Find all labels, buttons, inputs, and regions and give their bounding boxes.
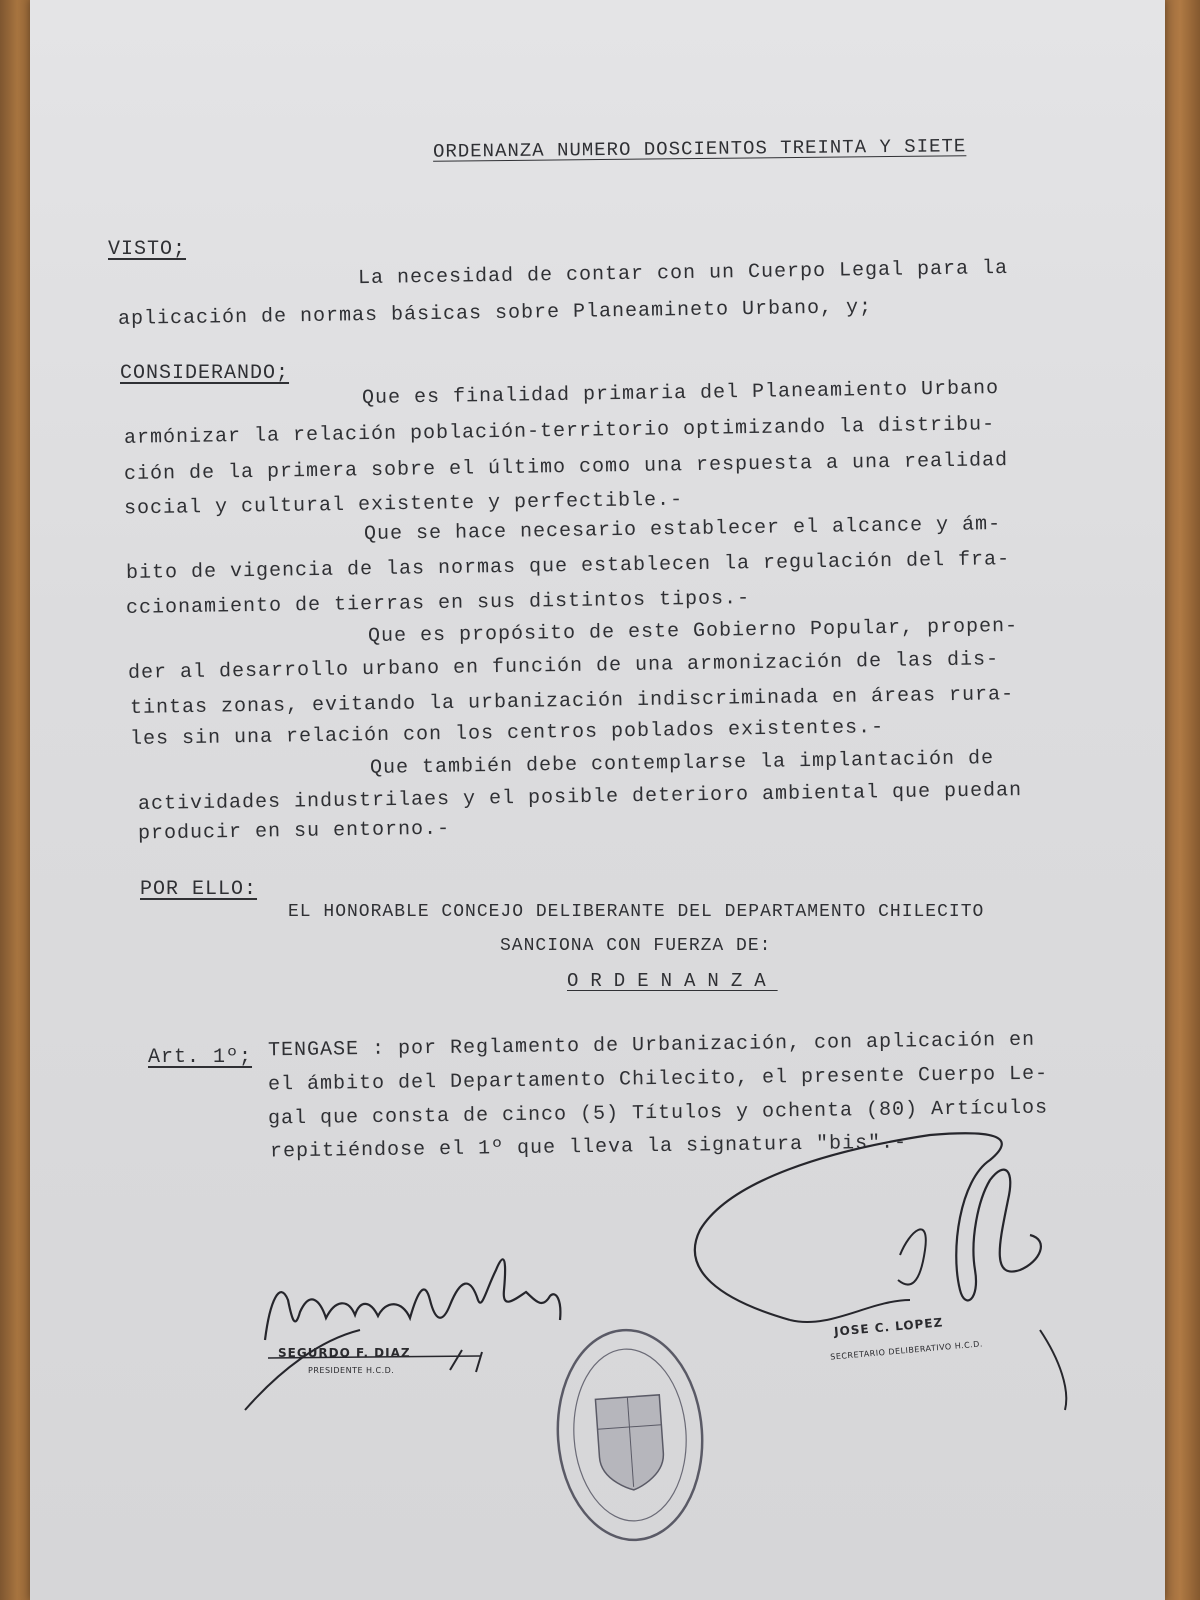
document-title: ORDENANZA NUMERO DOSCIENTOS TREINTA Y SIETE xyxy=(432,135,967,163)
considerando-line: tintas zonas, evitando la urbanización indiscriminada en áreas rura- xyxy=(129,683,1015,720)
article-line: el ámbito del Departamento Chilecito, el presente Cuerpo Le- xyxy=(267,1062,1049,1097)
considerando-heading: CONSIDERANDO; xyxy=(120,362,290,385)
visto-line: aplicación de normas básicas sobre Planeamineto Urbano, y; xyxy=(117,296,873,331)
visto-line: La necesidad de contar con un Cuerpo Legal para la xyxy=(357,256,1009,291)
considerando-line: der al desarrollo urbano en función de una armonización de las dis- xyxy=(127,648,1000,685)
article-line: repitiéndose el 1º que lleva la signatura "bis".- xyxy=(269,1131,908,1164)
visto-heading: VISTO; xyxy=(108,238,187,261)
considerando-line: Que es propósito de este Gobierno Popular, propen- xyxy=(367,614,1019,649)
official-seal xyxy=(551,1325,709,1545)
considerando-line: Que también debe contemplarse la implantación de xyxy=(369,747,995,780)
considerando-line: armónizar la relación población-territorio optimizando la distribu- xyxy=(123,413,996,450)
considerando-line: les sin una relación con los centros poblados existentes.- xyxy=(129,716,885,751)
considerando-line: bito de vigencia de las normas que establecen la regulación del fra- xyxy=(125,548,1011,585)
wood-surface-right xyxy=(1160,0,1200,1600)
left-handwritten-signature xyxy=(265,1259,560,1340)
document-page xyxy=(30,0,1165,1600)
article-line: TENGASE : por Reglamento de Urbanización, con aplicación en xyxy=(267,1028,1036,1063)
right-handwritten-signature xyxy=(695,1133,1041,1320)
considerando-line: Que es finalidad primaria del Planeamiento Urbano xyxy=(361,376,1000,411)
por-ello-heading: POR ELLO: xyxy=(140,878,258,901)
article-line: gal que consta de cinco (5) Títulos y ochenta (80) Artículos xyxy=(267,1096,1049,1131)
considerando-line: actividades industrilaes y el posible deterioro ambiental que puedan xyxy=(137,779,1023,816)
signatures-layer xyxy=(30,0,1165,1600)
considerando-line: producir en su entorno.- xyxy=(137,817,451,846)
concejo-line: EL HONORABLE CONCEJO DELIBERANTE DEL DEPARTAMENTO CHILECITO xyxy=(288,902,985,922)
considerando-line: Que se hace necesario establecer el alcance y ám- xyxy=(363,512,1002,547)
ordenanza-heading: ORDENANZA xyxy=(567,970,778,992)
considerando-line: social y cultural existente y perfectible.- xyxy=(123,488,684,521)
left-signatory-name: SEGURDO F. DIAZ xyxy=(278,1346,411,1360)
considerando-line: ccionamiento de tierras en sus distintos tipos.- xyxy=(125,587,751,620)
right-signatory-name: JOSE C. LOPEZ xyxy=(833,1315,944,1339)
considerando-line: ción de la primera sobre el último como una respuesta a una realidad xyxy=(123,449,1009,486)
sanciona-line: SANCIONA CON FUERZA DE: xyxy=(500,936,772,956)
left-signatory-role: PRESIDENTE H.C.D. xyxy=(308,1366,395,1375)
article-label: Art. 1º; xyxy=(148,1046,253,1069)
right-signatory-role: SECRETARIO DELIBERATIVO H.C.D. xyxy=(829,1339,984,1362)
